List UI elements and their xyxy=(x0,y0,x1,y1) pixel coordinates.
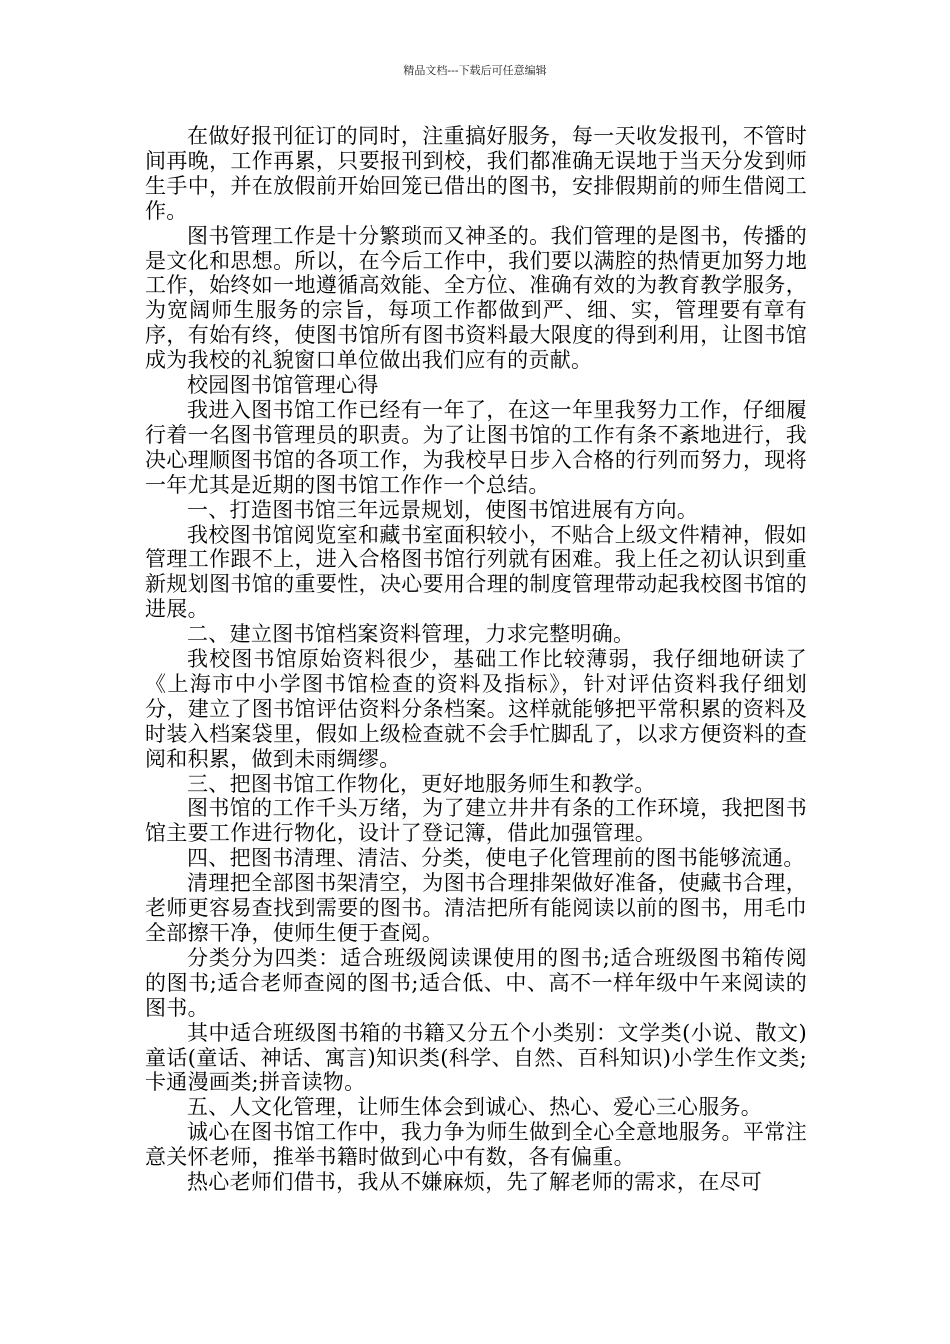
page-header: 精品文档---下载后可任意编辑 xyxy=(403,64,547,77)
paragraph: 我校图书馆原始资料很少，基础工作比较薄弱，我仔细地研读了《上海市中小学图书馆检查的资料及指标》，针对评估资料我仔细划分，建立了图书馆评估资料分条档案。这样就能够把平常积累的资料及时装入档案袋里，假如上级检查就不会手忙脚乱了，以求方便资料的查阅和积累，做到未雨绸缪。 xyxy=(145,647,807,771)
paragraph: 我进入图书馆工作已经有一年了，在这一年里我努力工作，仔细履行着一名图书管理员的职责。为了让图书馆的工作有条不紊地进行，我决心理顺图书馆的各项工作，为我校早日步入合格的行列而努力，现将一年尤其是近期的图书馆工作作一个总结。 xyxy=(145,397,807,497)
section-heading: 校园图书馆管理心得 xyxy=(187,373,379,398)
section-heading: 三、把图书馆工作物化，更好地服务师生和教学。 xyxy=(187,771,656,796)
paragraph: 图书管理工作是十分繁琐而又神圣的。我们管理的是图书，传播的是文化和思想。所以，在今后工作中，我们要以满腔的热情更加努力地工作，始终如一地遵循高效能、全方位、准确有效的为教育教学服务，为宽阔师生服务的宗旨，每项工作都做到严、细、实，管理要有章有序，有始有终，使图书馆所有图书资料最大限度的得到利用，让图书馆成为我校的礼貌窗口单位做出我们应有的贡献。 xyxy=(145,223,807,373)
paragraph: 我校图书馆阅览室和藏书室面积较小，不贴合上级文件精神，假如管理工作跟不上，进入合格图书馆行列就有困难。我上任之初认识到重新规划图书馆的重要性，决心要用合理的制度管理带动起我校图书馆的进展。 xyxy=(145,522,807,622)
paragraph: 诚心在图书馆工作中，我力争为师生做到全心全意地服务。平常注意关怀老师，推举书籍时做到心中有数，各有偏重。 xyxy=(145,1120,807,1170)
paragraph: 图书馆的工作千头万绪，为了建立井井有条的工作环境，我把图书馆主要工作进行物化，设计了登记簿，借此加强管理。 xyxy=(145,796,807,846)
document-body xyxy=(145,124,807,1195)
paragraph: 其中适合班级图书箱的书籍又分五个小类别：文学类(小说、散文)童话(童话、神话、寓言)知识类(科学、自然、百科知识)小学生作文类;卡通漫画类;拼音读物。 xyxy=(145,1020,807,1095)
section-heading: 五、人文化管理，让师生体会到诚心、热心、爱心三心服务。 xyxy=(187,1095,763,1120)
paragraph: 清理把全部图书架清空，为图书合理排架做好准备，使藏书合理，老师更容易查找到需要的图书。清洁把所有能阅读以前的图书，用毛巾全部擦干净，使师生便于查阅。 xyxy=(145,871,807,945)
section-heading: 一、打造图书馆三年远景规划，使图书馆进展有方向。 xyxy=(187,497,699,522)
section-heading: 二、建立图书馆档案资料管理，力求完整明确。 xyxy=(187,622,635,647)
paragraph: 在做好报刊征订的同时，注重搞好服务，每一天收发报刊，不管时间再晚，工作再累，只要报刊到校，我们都准确无误地于当天分发到师生手中，并在放假前开始回笼已借出的图书，安排假期前的师生借阅工作。 xyxy=(145,124,807,223)
section-heading: 四、把图书清理、清洁、分类，使电子化管理前的图书能够流通。 xyxy=(187,846,805,871)
paragraph: 热心老师们借书，我从不嫌麻烦，先了解老师的需求，在尽可 xyxy=(187,1170,763,1195)
paragraph: 分类分为四类：适合班级阅读课使用的图书;适合班级图书箱传阅的图书;适合老师查阅的图书;适合低、中、高不一样年级中午来阅读的图书。 xyxy=(145,945,807,1020)
